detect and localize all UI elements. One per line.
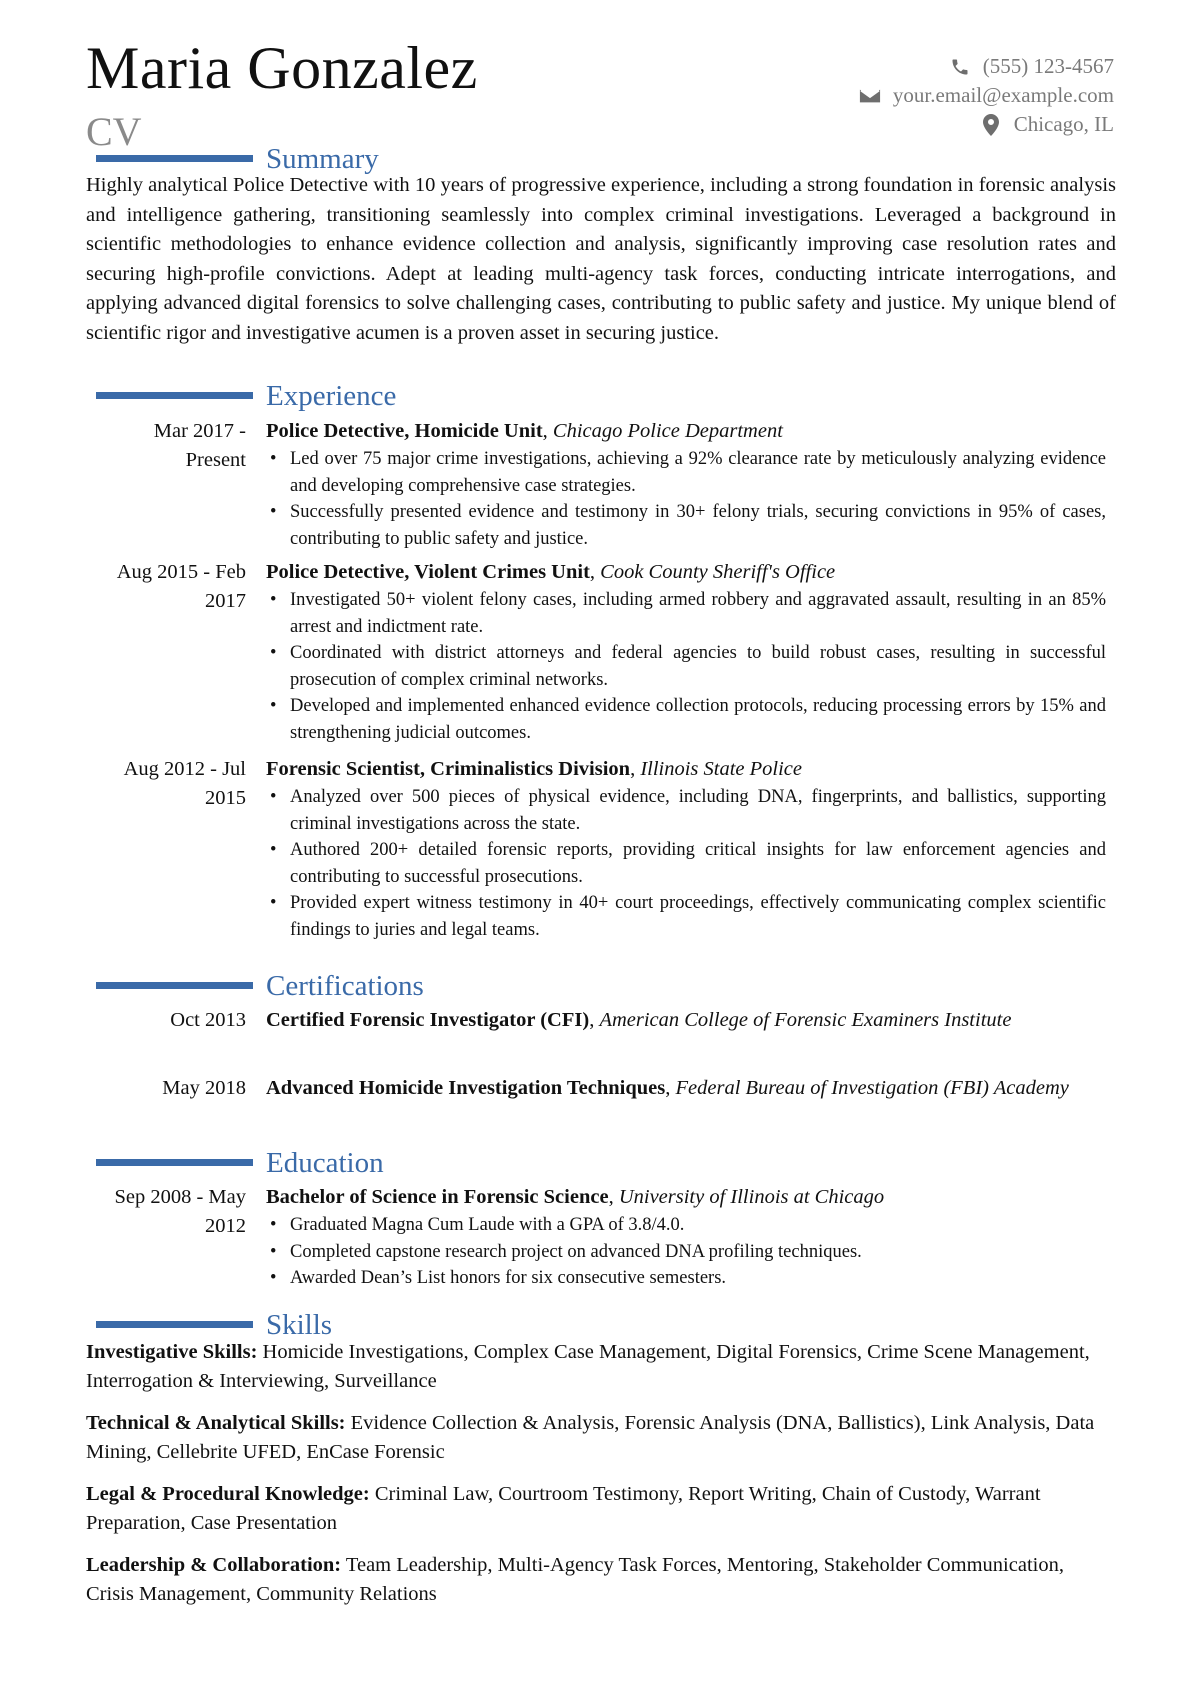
skill-text: Criminal Law, Courtroom Testimony, Report Writing, Chain of Custody, Warrant Preparation, Case Presentation [86, 1483, 1041, 1534]
entry-title: Certified Forensic Investigator (CFI) [266, 1009, 590, 1031]
section-education [96, 1146, 1116, 1180]
list-item: • Authored 200+ detailed forensic reports, providing critical insights for law enforcement agencies and contributing to successful prosecutions. [266, 837, 1116, 890]
contact-location [859, 110, 1114, 139]
entry-bullets [266, 784, 1116, 943]
skill-group [86, 1409, 1116, 1467]
entry-org: University of Illinois at Chicago [618, 1186, 885, 1208]
entry-bullets [266, 1212, 1116, 1292]
entry-title: Bachelor of Science in Forensic Science [266, 1186, 609, 1208]
skill-group [86, 1551, 1116, 1609]
skill-text: Evidence Collection & Analysis, Forensic Analysis (DNA, Ballistics), Link Analysis, Data Mining, Cellebrite UFED, EnCase Forensic [86, 1412, 1095, 1463]
list-item: • Analyzed over 500 pieces of physical evidence, including DNA, fingerprints, and ballistics, supporting criminal investigations across the state. [266, 784, 1116, 837]
entry-org: Federal Bureau of Investigation (FBI) Academy [675, 1077, 1069, 1099]
entry-title: Advanced Homicide Investigation Techniques [266, 1077, 666, 1099]
entry-title: Police Detective, Violent Crimes Unit [266, 561, 590, 583]
section-bar [96, 1159, 253, 1166]
skill-text: Team Leadership, Multi-Agency Task Forces, Mentoring, Stakeholder Communication, Crisis Management, Community Relations [86, 1554, 1064, 1605]
skill-label: Leadership & Collaboration: [86, 1554, 342, 1576]
envelope-icon [859, 85, 881, 107]
entry-org: American College of Forensic Examiners Institute [599, 1009, 1012, 1031]
contact-email [859, 81, 1114, 110]
document-subtitle: CV [86, 109, 142, 154]
section-bar [96, 392, 253, 399]
section-title: Summary [266, 143, 379, 175]
section-title: Skills [266, 1309, 333, 1341]
contact-phone [859, 52, 1114, 81]
list-item: • Awarded Dean’s List honors for six consecutive semesters. [266, 1265, 1116, 1292]
list-item: • Graduated Magna Cum Laude with a GPA of 3.8/4.0. [266, 1212, 1116, 1239]
summary-text: Highly analytical Police Detective with 10 years of progressive experience, including a strong foundation in forensic analysis and intelligence gathering, transitioning seamlessly into complex criminal investigations. Leveraged a background in scientific methodologies to enhance evidence collection and analysis, significantly improving case resolution rates and securing high-profile convictions. Adept at leading multi-agency task forces, conducting intricate interrogations, and applying advanced digital forensics to solve challenging cases, contributing to public safety and justice. My unique blend of scientific rigor and investigative acumen is a proven asset in securing justice. [86, 174, 1116, 344]
section-title: Certifications [266, 970, 424, 1002]
entry-title: Forensic Scientist, Criminalistics Division [266, 758, 631, 780]
entry-date: Aug 2015 - Feb 2017 [116, 561, 246, 612]
resume-page: Maria Gonzalez CV (555) 123-4567 your.email@example.com Chicago, IL Summary Highly analytical Police Detective with 10 years of progressive experience, including a strong foundation in forensic analysis and intelligence gathering, transitioning seamlessly into complex criminal investigations. Leveraged a background in scientific methodologies to enhance evidence collection and analysis, significantly improving case resolution rates and securing high-profile convictions. Adept at leading multi-agency task forces, conducting intricate interrogations, and applying advanced digital forensics to solve challenging cases, contributing to public safety and justice. My unique blend of scientific rigor and investigative acumen is a proven asset in securing justice. Experience Mar 2017 - Present Police Detective, Homicide Unit, Chicago Police Department • Led over 75 major crime investigations, achieving a 92% clearance rate by meticulously analyzing evidence and developing comprehensive case strategies. • Successfully presented evidence and testimony in 30+ felony trials, securing convictions in 95% of cases, contributing to public safety and justice. Aug 2015 - Feb 2017 Police Detective, Violent Crimes Unit, Cook County Sheriff's Office • Investigated 50+ violent felony cases, including armed robbery and aggravated assault, resulting in an 85% arrest and indictment rate. • Coordinated with district attorneys and federal agencies to build robust cases, resulting in successful prosecution of complex criminal networks. • Developed and implemented enhanced evidence collection protocols, reducing processing errors by 15% and strengthening judicial outcomes. Aug 2012 - Jul 2015 Forensic Scientist, Criminalistics Division, Illinois State Police • Analyzed over 500 pieces of physical evidence, including DNA, fingerprints, and ballistics, supporting criminal investigations across the state. • Authored 200+ detailed forensic reports, providing critical insights for law enforcement agencies and contributing to successful prosecutions. • Provided expert witness testimony in 40+ court proceedings, effectively communicating complex scientific findings to juries and legal teams. Certifications Oct 2013 Certified Forensic Investigator (CFI), American College of Forensic Examiners Institute May 2018 Advanced Homicide Investigation Techniques, Federal Bureau of Investigation (FBI) Academy Education Sep 2008 - May 2012 Bachelor of Science in Forensic Science, University of Illinois at Chicago • Graduated Magna Cum Laude with a GPA of 3.8/4.0. • Completed capstone research project on advanced DNA profiling techniques. • Awarded Dean’s List honors for six consecutive semesters. Skills Investigative Skills: Homicide Investigations, Complex Case Management, Digital Forensics, Crime Scene Management, Interrogation & Interviewing, Surveillance Technical & Analytical Skills: Evidence Collection & Analysis, Forensic Analysis (DNA, Ballistics), Link Analysis, Data Mining, Cellebrite UFED, EnCase Forensic Legal & Procedural Knowledge: Criminal Law, Courtroom Testimony, Report Writing, Chain of Custody, Warrant Preparation, Case Presentation Leadership & Collaboration: Team Leadership, Multi-Agency Task Forces, Mentoring, Stakeholder Communication, Crisis Management, Community Relations [0, 0, 1190, 1683]
entry-title: Police Detective, Homicide Unit [266, 420, 543, 442]
entry-date: Aug 2012 - Jul 2015 [123, 758, 246, 809]
list-item: • Successfully presented evidence and testimony in 30+ felony trials, securing convictions in 95% of cases, contributing to public safety and justice. [266, 499, 1116, 552]
phone-text: (555) 123-4567 [982, 54, 1114, 78]
entry-bullets [266, 446, 1116, 552]
section-bar [96, 155, 253, 162]
skill-label: Legal & Procedural Knowledge: [86, 1483, 370, 1505]
section-certifications [96, 969, 1116, 1003]
phone-icon [949, 56, 971, 78]
list-item: • Coordinated with district attorneys and federal agencies to build robust cases, resulting in successful prosecution of complex criminal networks. [266, 640, 1116, 693]
skill-label: Technical & Analytical Skills: [86, 1412, 346, 1434]
skill-group [86, 1338, 1116, 1396]
skill-text: Homicide Investigations, Complex Case Management, Digital Forensics, Crime Scene Management, Interrogation & Interviewing, Surveillance [86, 1341, 1090, 1392]
list-item: • Investigated 50+ violent felony cases, including armed robbery and aggravated assault, resulting in an 85% arrest and indictment rate. [266, 587, 1116, 640]
email-link[interactable]: your.email@example.com [892, 83, 1114, 107]
skill-group [86, 1480, 1116, 1538]
candidate-name: Maria Gonzalez [86, 35, 478, 101]
entry-date: Sep 2008 - May 2012 [114, 1186, 246, 1237]
entry-bullets [266, 587, 1116, 746]
entry-date: May 2018 [162, 1077, 246, 1099]
section-bar [96, 1321, 253, 1328]
entry-org: Chicago Police Department [552, 420, 783, 442]
entry-org: Illinois State Police [640, 758, 803, 780]
list-item: • Developed and implemented enhanced evidence collection protocols, reducing processing errors by 15% and strengthening judicial outcomes. [266, 693, 1116, 746]
location-text: Chicago, IL [1013, 112, 1114, 136]
section-title: Education [266, 1147, 384, 1179]
entry-date: Oct 2013 [170, 1009, 246, 1031]
list-item: • Led over 75 major crime investigations, achieving a 92% clearance rate by meticulously analyzing evidence and developing comprehensive case strategies. [266, 446, 1116, 499]
list-item: • Completed capstone research project on advanced DNA profiling techniques. [266, 1239, 1116, 1266]
section-title: Experience [266, 380, 397, 412]
entry-org: Cook County Sheriff's Office [600, 561, 836, 583]
entry-date: Mar 2017 - Present [153, 420, 246, 471]
section-skills [96, 1308, 1116, 1342]
section-bar [96, 982, 253, 989]
map-pin-icon [980, 114, 1002, 136]
list-item: • Provided expert witness testimony in 40+ court proceedings, effectively communicating complex scientific findings to juries and legal teams. [266, 890, 1116, 943]
section-experience [96, 379, 1116, 413]
skill-label: Investigative Skills: [86, 1341, 258, 1363]
contact-block [859, 52, 1114, 139]
